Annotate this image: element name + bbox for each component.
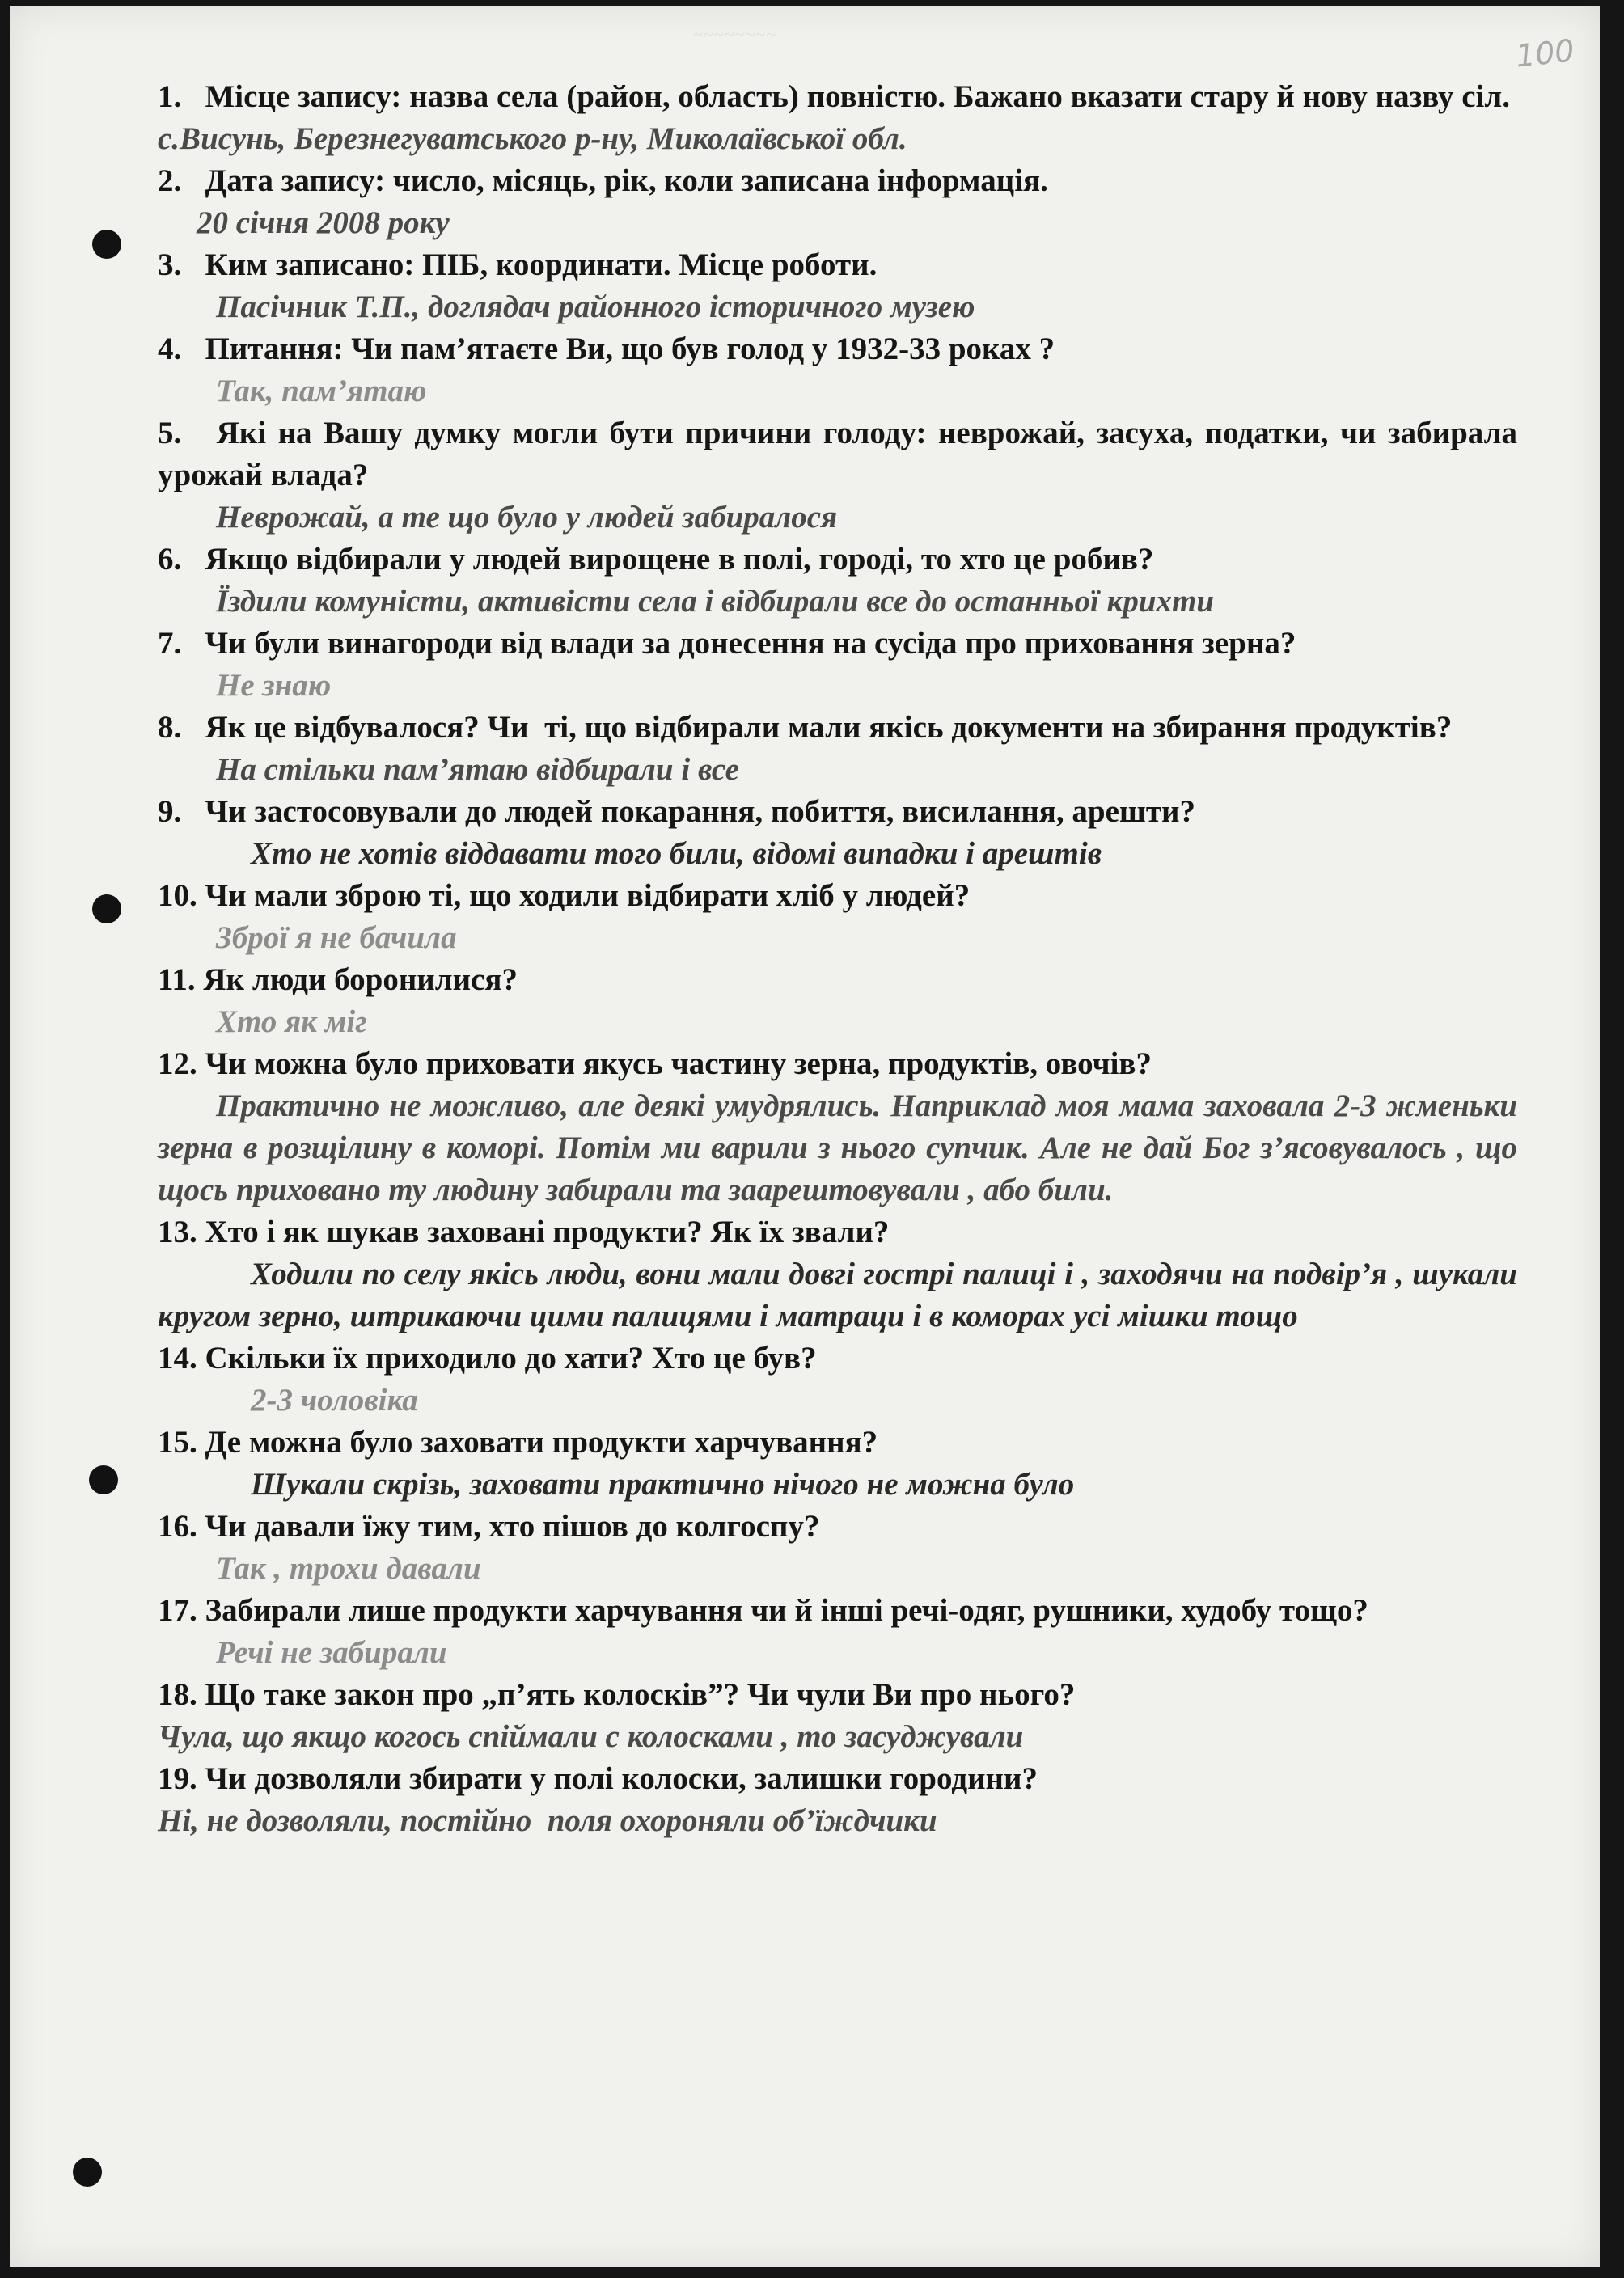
question-7: 7. Чи були винагороди від влади за донесення на сусіда про приховання зерна? [158,626,1296,661]
answer-15: Шукали скрізь, заховати практично нічого не можна було [251,1467,1075,1502]
question-10: 10. Чи мали зброю ті, що ходили відбирати хліб у людей? [158,878,971,913]
question-13: 13. Хто і як шукав заховані продукти? Як їх звали? [158,1215,890,1249]
answer-13: Ходили по селу якісь люди, вони мали довгі гострі палиці і , заходячи на подвір’я , шукали кругом зерно, штрикаючи цими палицями і матраци і в коморах усі мішки тощо [158,1257,1517,1333]
answer-6: Їздили комуністи, активісти села і відбирали все до останньої крихти [216,584,1215,619]
question-12: 12. Чи можна було приховати якусь частину зерна, продуктів, овочів? [158,1046,1152,1081]
question-17: 17. Забирали лише продукти харчування чи й інші речі-одяг, рушники, худобу тощо? [158,1593,1368,1628]
answer-11: Хто як міг [216,1004,367,1039]
handwritten-page-number: 100 [1513,32,1576,74]
question-3: 3. Ким записано: ПІБ, координати. Місце роботи. [158,247,878,282]
answer-18: Чула, що якщо когось спіймали с колосками , то засуджували [158,1719,1024,1754]
question-14: 14. Скільки їх приходило до хати? Хто це був? [158,1341,817,1376]
question-2: 2. Дата запису: число, місяць, рік, коли записана інформація. [158,163,1048,198]
answer-9: Хто не хотів віддавати того били, відомі випадки і арештів [251,836,1102,871]
question-5: 5. Які на Вашу думку могли бути причини голоду: неврожай, засуха, податки, чи забирала урожай влада? [158,416,1517,492]
answer-8: На стільки пам’ятаю відбирали і все [216,752,739,787]
answer-14: 2-3 чоловіка [251,1383,418,1418]
answer-7: Не знаю [216,668,332,703]
question-15: 15. Де можна було заховати продукти харчування? [158,1425,878,1460]
question-18: 18. Що таке закон про „п’ять колосків”? Чи чули Ви про нього? [158,1677,1076,1712]
question-19: 19. Чи дозволяли збирати у полі колоски, залишки городини? [158,1761,1038,1796]
punch-hole-1 [92,230,121,259]
punch-hole-4 [73,2158,102,2187]
answer-5: Неврожай, а те що було у людей забиралося [216,500,838,535]
question-9: 9. Чи застосовували до людей покарання, побиття, висилання, арешти? [158,794,1195,829]
document-page [10,6,1600,2267]
answer-4: Так, пам’ятаю [216,374,427,408]
faded-header-mark: ~~~~~~~~ [693,24,777,44]
answer-2: 20 січня 2008 року [197,205,450,240]
punch-hole-3 [89,1465,118,1494]
answer-16: Так , трохи давали [216,1551,481,1586]
question-1: 1. Місце запису: назва села (район, область) повністю. Бажано вказати стару й нову назву сіл. [158,79,1511,114]
questionnaire [158,76,1517,1842]
answer-10: Зброї я не бачила [216,920,457,955]
answer-3: Пасічник Т.П., доглядач районного історичного музею [216,290,975,324]
question-8: 8. Як це відбувалося? Чи ті, що відбирали мали якісь документи на збирання продуктів? [158,710,1453,745]
question-6: 6. Якщо відбирали у людей вирощене в полі, городі, то хто це робив? [158,542,1154,577]
answer-19: Ні, не дозволяли, постійно поля охороняли об’їждчики [158,1803,937,1838]
answer-1: с.Висунь, Березнегуватського р-ну, Миколаївської обл. [158,121,907,156]
question-11: 11. Як люди боронилися? [158,962,518,997]
answer-17: Речі не забирали [216,1635,447,1670]
question-4: 4. Питання: Чи пам’ятаєте Ви, що був голод у 1932-33 роках ? [158,332,1055,366]
punch-hole-2 [92,894,121,923]
question-16: 16. Чи давали їжу тим, хто пішов до колгоспу? [158,1509,820,1544]
answer-12: Практично не можливо, але деякі умудрялись. Наприклад моя мама заховала 2-3 жменьки зерна в розщілину в коморі. Потім ми варили з нього супчик. Але не дай Бог з’ясовувалось , що щось приховано ту людину забирали та заарештовували , або били. [158,1088,1517,1207]
